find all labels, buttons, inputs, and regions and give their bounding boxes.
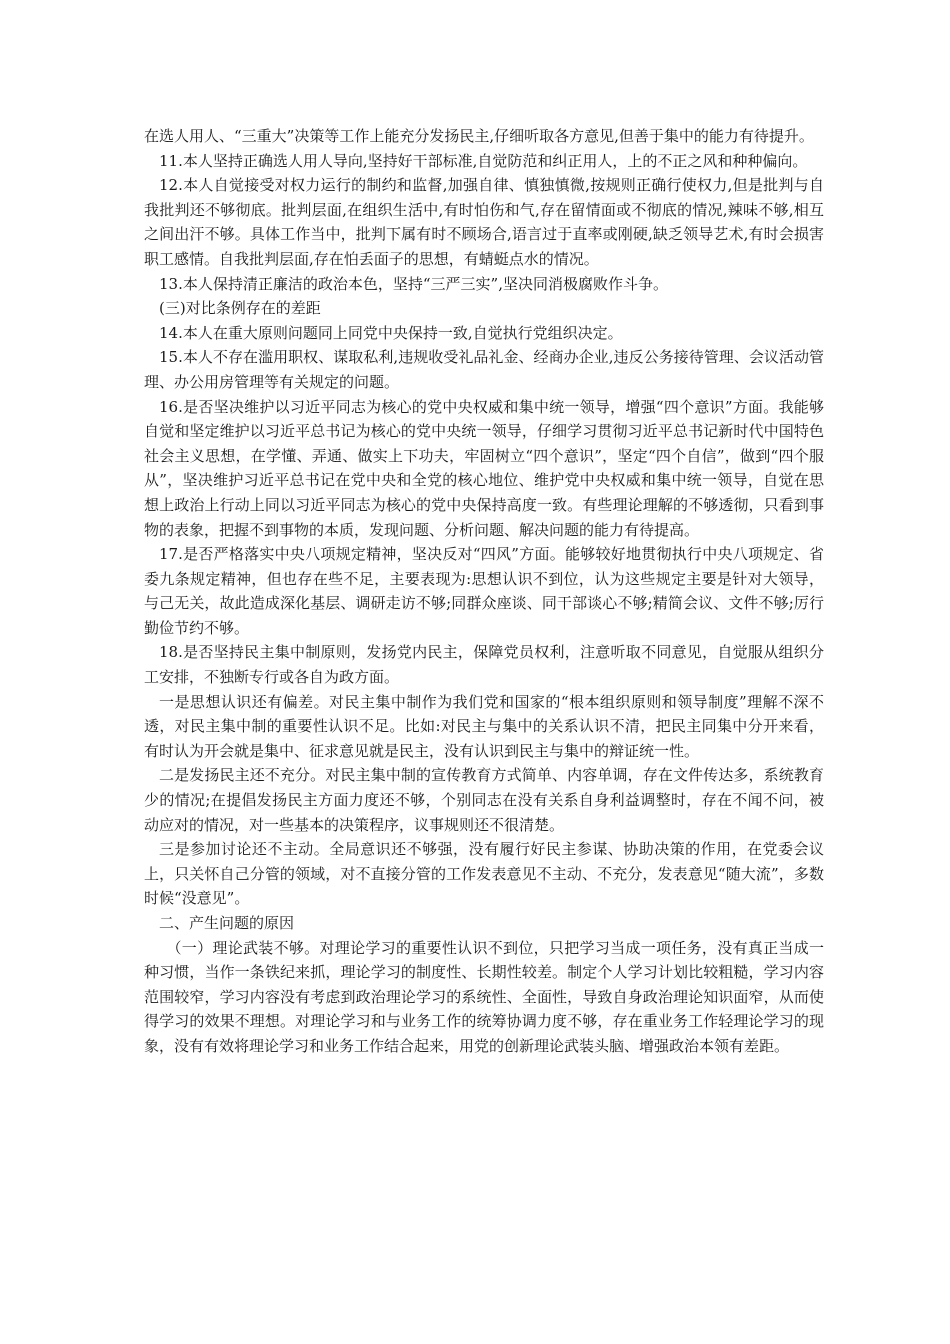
paragraph-item-16: 16.是否坚决维护以习近平同志为核心的党中央权威和集中统一领导，增强“四个意识”方面。我能够自觉和坚定维护以习近平总书记为核心的党中央统一领导，仔细学习贯彻习近平总书记新时代中国特色社会主义思想，在学懂、弄通、做实上下功夫，牢固树立“四个意识”，坚定“四个自信”，做到“四个服从”，坚决维护习近平总书记在党中央和全党的核心地位、维护党中央权威和集中统一领导，自觉在思想上政治上行动上同以习近平同志为核心的党中央保持高度一致。有些理论理解的不够透彻，只看到事物的表象，把握不到事物的本质，发现问题、分析问题、解决问题的能力有待提高。 — [144, 397, 824, 539]
paragraph-continuation: 在选人用人、“三重大”决策等工作上能充分发扬民主,仔细听取各方意见,但善于集中的能力有待提升。 — [144, 127, 814, 145]
section-heading-3: (三)对比条例存在的差距 — [159, 299, 321, 318]
paragraph-item-17: 17.是否严格落实中央八项规定精神，坚决反对“四风”方面。能够较好地贯彻执行中央八项规定、省委九条规定精神，但也存在些不足，主要表现为:思想认识不到位，认为这些规定主要是针对大领导，与己无关，故此造成深化基层、调研走访不够;同群众座谈、同干部谈心不够;精简会议、文件不够;厉行勤俭节约不够。 — [144, 545, 824, 637]
paragraph-point-one: 一是思想认识还有偏差。对民主集中制作为我们党和国家的“根本组织原则和领导制度”理解不深不透，对民主集中制的重要性认识不足。比如:对民主与集中的关系认识不清，把民主同集中分开来看，有时认为开会就是集中、征求意见就是民主，没有认识到民主与集中的辩证统一性。 — [144, 692, 824, 760]
paragraph-item-13: 13.本人保持清正廉洁的政治本色，坚持“三严三实”,坚决同消极腐败作斗争。 — [159, 274, 668, 293]
paragraph-item-14: 14.本人在重大原则问题同上同党中央保持一致,自觉执行党组织决定。 — [159, 323, 623, 342]
paragraph-item-15: 15.本人不存在滥用职权、谋取私利,违规收受礼品礼金、经商办企业,违反公务接待管理、会议活动管理、办公用房管理等有关规定的问题。 — [144, 348, 824, 391]
section-heading-causes: 二、产生问题的原因 — [159, 914, 295, 932]
paragraph-point-three: 三是参加讨论还不主动。全局意识还不够强，没有履行好民主参谋、协助决策的作用，在党委会议上，只关怀自己分管的领域，对不直接分管的工作发表意见不主动、不充分，发表意见“随大流”，多数时候“没意见”。 — [144, 840, 824, 908]
paragraph-item-12: 12.本人自觉接受对权力运行的制约和监督,加强自律、慎独慎微,按规则正确行使权力,但是批判与自我批判还不够彻底。批判层面,在组织生活中,有时怕伤和气,存在留情面或不彻底的情况,辣味不够,相互之间出汗不够。具体工作当中，批判下属有时不顾场合,语言过于直率或刚硬,缺乏领导艺术,有时会损害职工感情。自我批判层面,存在怕丢面子的思想，有蜻蜓点水的情况。 — [144, 176, 824, 268]
paragraph-item-18: 18.是否坚持民主集中制原则，发扬党内民主，保障党员权利，注意听取不同意见，自觉服从组织分工安排，不独断专行或各自为政方面。 — [144, 643, 824, 687]
paragraph-cause-one: （一）理论武装不够。对理论学习的重要性认识不到位，只把学习当成一项任务，没有真正当成一种习惯，当作一条铁纪来抓，理论学习的制度性、长期性较差。制定个人学习计划比较粗糙，学习内容范围较窄，学习内容没有考虑到政治理论学习的系统性、全面性，导致自身政治理论知识面窄，从而使得学习的效果不理想。对理论学习和与业务工作的统筹协调力度不够，存在重业务工作轻理论学习的现象，没有有效将理论学习和业务工作结合起来，用党的创新理论武装头脑、增强政治本领有差距。 — [144, 938, 824, 1055]
paragraph-point-two: 二是发扬民主还不充分。对民主集中制的宣传教育方式简单、内容单调，存在文件传达多，系统教育少的情况;在提倡发扬民主方面力度还不够，个别同志在没有关系自身利益调整时，存在不闻不问，被动应对的情况，对一些基本的决策程序，议事规则还不很清楚。 — [144, 766, 824, 834]
paragraph-item-11: 11.本人坚持正确选人用人导向,坚持好干部标准,自觉防范和纠正用人，上的不正之风和种种偏向。 — [159, 151, 808, 170]
document-page — [144, 124, 824, 1059]
